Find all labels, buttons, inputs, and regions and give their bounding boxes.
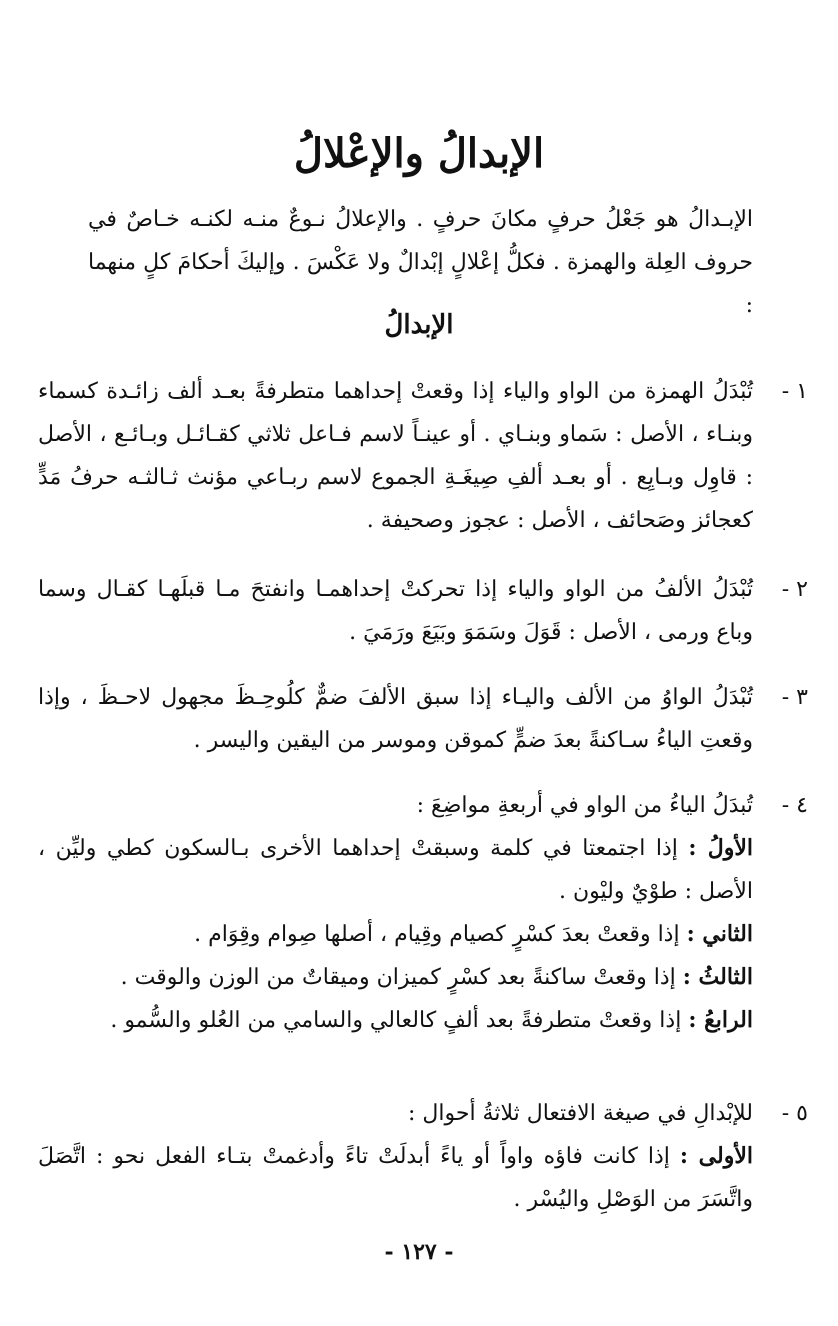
rule-lead: تُبدَلُ الياءُ من الواو في أربعةِ مواضِعَ :: [416, 793, 753, 818]
rule-number: ١ -: [781, 379, 808, 404]
page-number: - ١٢٧ -: [384, 1239, 454, 1265]
sub-rule-text: إذا اجتمعتا في كلمة وسبقتْ إحداهما الأخرى بـالسكون كطي وليِّن ، الأصل : طوْيٌ وليْون .: [38, 836, 753, 904]
sub-rule-fourth: [38, 999, 753, 1042]
rule-body: [38, 1092, 753, 1221]
sub-rule-text: إذا كانت فاؤه واواً أو ياءً أبدلَتْ تاءً وأدغمتْ بتـاء الفعل نحو : اتَّصَلَ واتَّسَرَ من الوَصْلِ واليُسْر .: [38, 1144, 753, 1212]
rule-text: تُبْدَلُ الألفُ من الواو والياء إذا تحركتْ إحداهمـا وانفتحَ مـا قبلَهـا كقـال وسما وباع ورمى ، الأصل : قَوَلَ وسَمَوَ وبَيَعَ ورَمَيَ .: [38, 577, 753, 645]
intro-paragraph: الإبـدالُ هو جَعْلُ حرفٍ مكانَ حرفٍ . والإعلالُ نـوعٌ منـه لكنـه خـاصٌ في حروف العِلة والهمزة . فكلُّ إعْلالٍ إبْدالٌ ولا عَكْسَ . وإليكَ أحكامَ كلٍ منهما :: [88, 207, 753, 318]
rule-item-4: [38, 784, 808, 1060]
sub-rule-label: الرابعُ :: [688, 1007, 753, 1033]
sub-rule-second: [38, 913, 753, 956]
page-title: الإبدالُ والإعْلالُ: [293, 130, 545, 177]
sub-rule-text: إذا وقعتْ متطرفةً بعد ألفٍ كالعالي والسامي من العُلو والسُّمو .: [110, 1008, 682, 1033]
rule-item-1: [38, 370, 808, 550]
rule-lead: للإبْدالِ في صيغة الافتعال ثلاثةُ أحوال :: [407, 1101, 753, 1126]
rule-item-3: [38, 676, 808, 766]
sub-rule-text: إذا وقعتْ ساكنةً بعد كسْرٍ كميزان وميقاتٌ من الوزن والوقت .: [120, 965, 676, 990]
rule-item-5: [38, 1092, 808, 1222]
rule-item-2: [38, 568, 808, 658]
sub-rule-third: [38, 956, 753, 999]
sub-rule-label: الثالثُ :: [682, 964, 753, 990]
rule-number: ٢ -: [781, 577, 808, 602]
rule-number: ٥ -: [781, 1101, 808, 1126]
sub-rule-label: الأولى :: [679, 1143, 754, 1169]
sub-rule-text: إذا وقعتْ بعدَ كسْرٍ كصيام وقِيام ، أصلها صِوام وقِوَام .: [194, 922, 680, 947]
sub-rule-label: الثاني :: [686, 921, 753, 947]
rule-number: ٣ -: [781, 685, 808, 710]
rule-text: تُبْدَلُ الهمزة من الواو والياء إذا وقعتْ إحداهما متطرفةً بعـد ألف زائـدة كسماء وبنـاء ، الأصل : سَماو وبنـاي . أو عينـاً لاسم فـاعل ثلاثي كقـائـل وبـائـع ، الأصل : قاوِل وبـايِع . أو بعـد ألفِ صِيغَـةِ الجموع لاسم ربـاعي مؤنث ثـالثـه حرفُ مَدٍّ كعجائز وصَحائف ، الأصل : عجوز وصحيفة .: [38, 379, 754, 533]
section-heading: الإبدالُ: [384, 310, 454, 340]
rule-text: تُبْدَلُ الواوُ من الألف واليـاء إذا سبق الألفَ ضمٌّ كلُوحِـظَ مجهول لاحـظَ ، وإذا وقعتِ الياءُ سـاكنةً بعدَ ضمٍّ كموقن وموسر من اليقين واليسر .: [38, 685, 753, 753]
rule-body: [38, 784, 753, 1042]
sub-rule-label: الأولُ :: [688, 835, 753, 861]
sub-rule-first: [38, 827, 753, 913]
sub-rule-first: [38, 1135, 753, 1221]
rule-number: ٤ -: [781, 793, 808, 818]
